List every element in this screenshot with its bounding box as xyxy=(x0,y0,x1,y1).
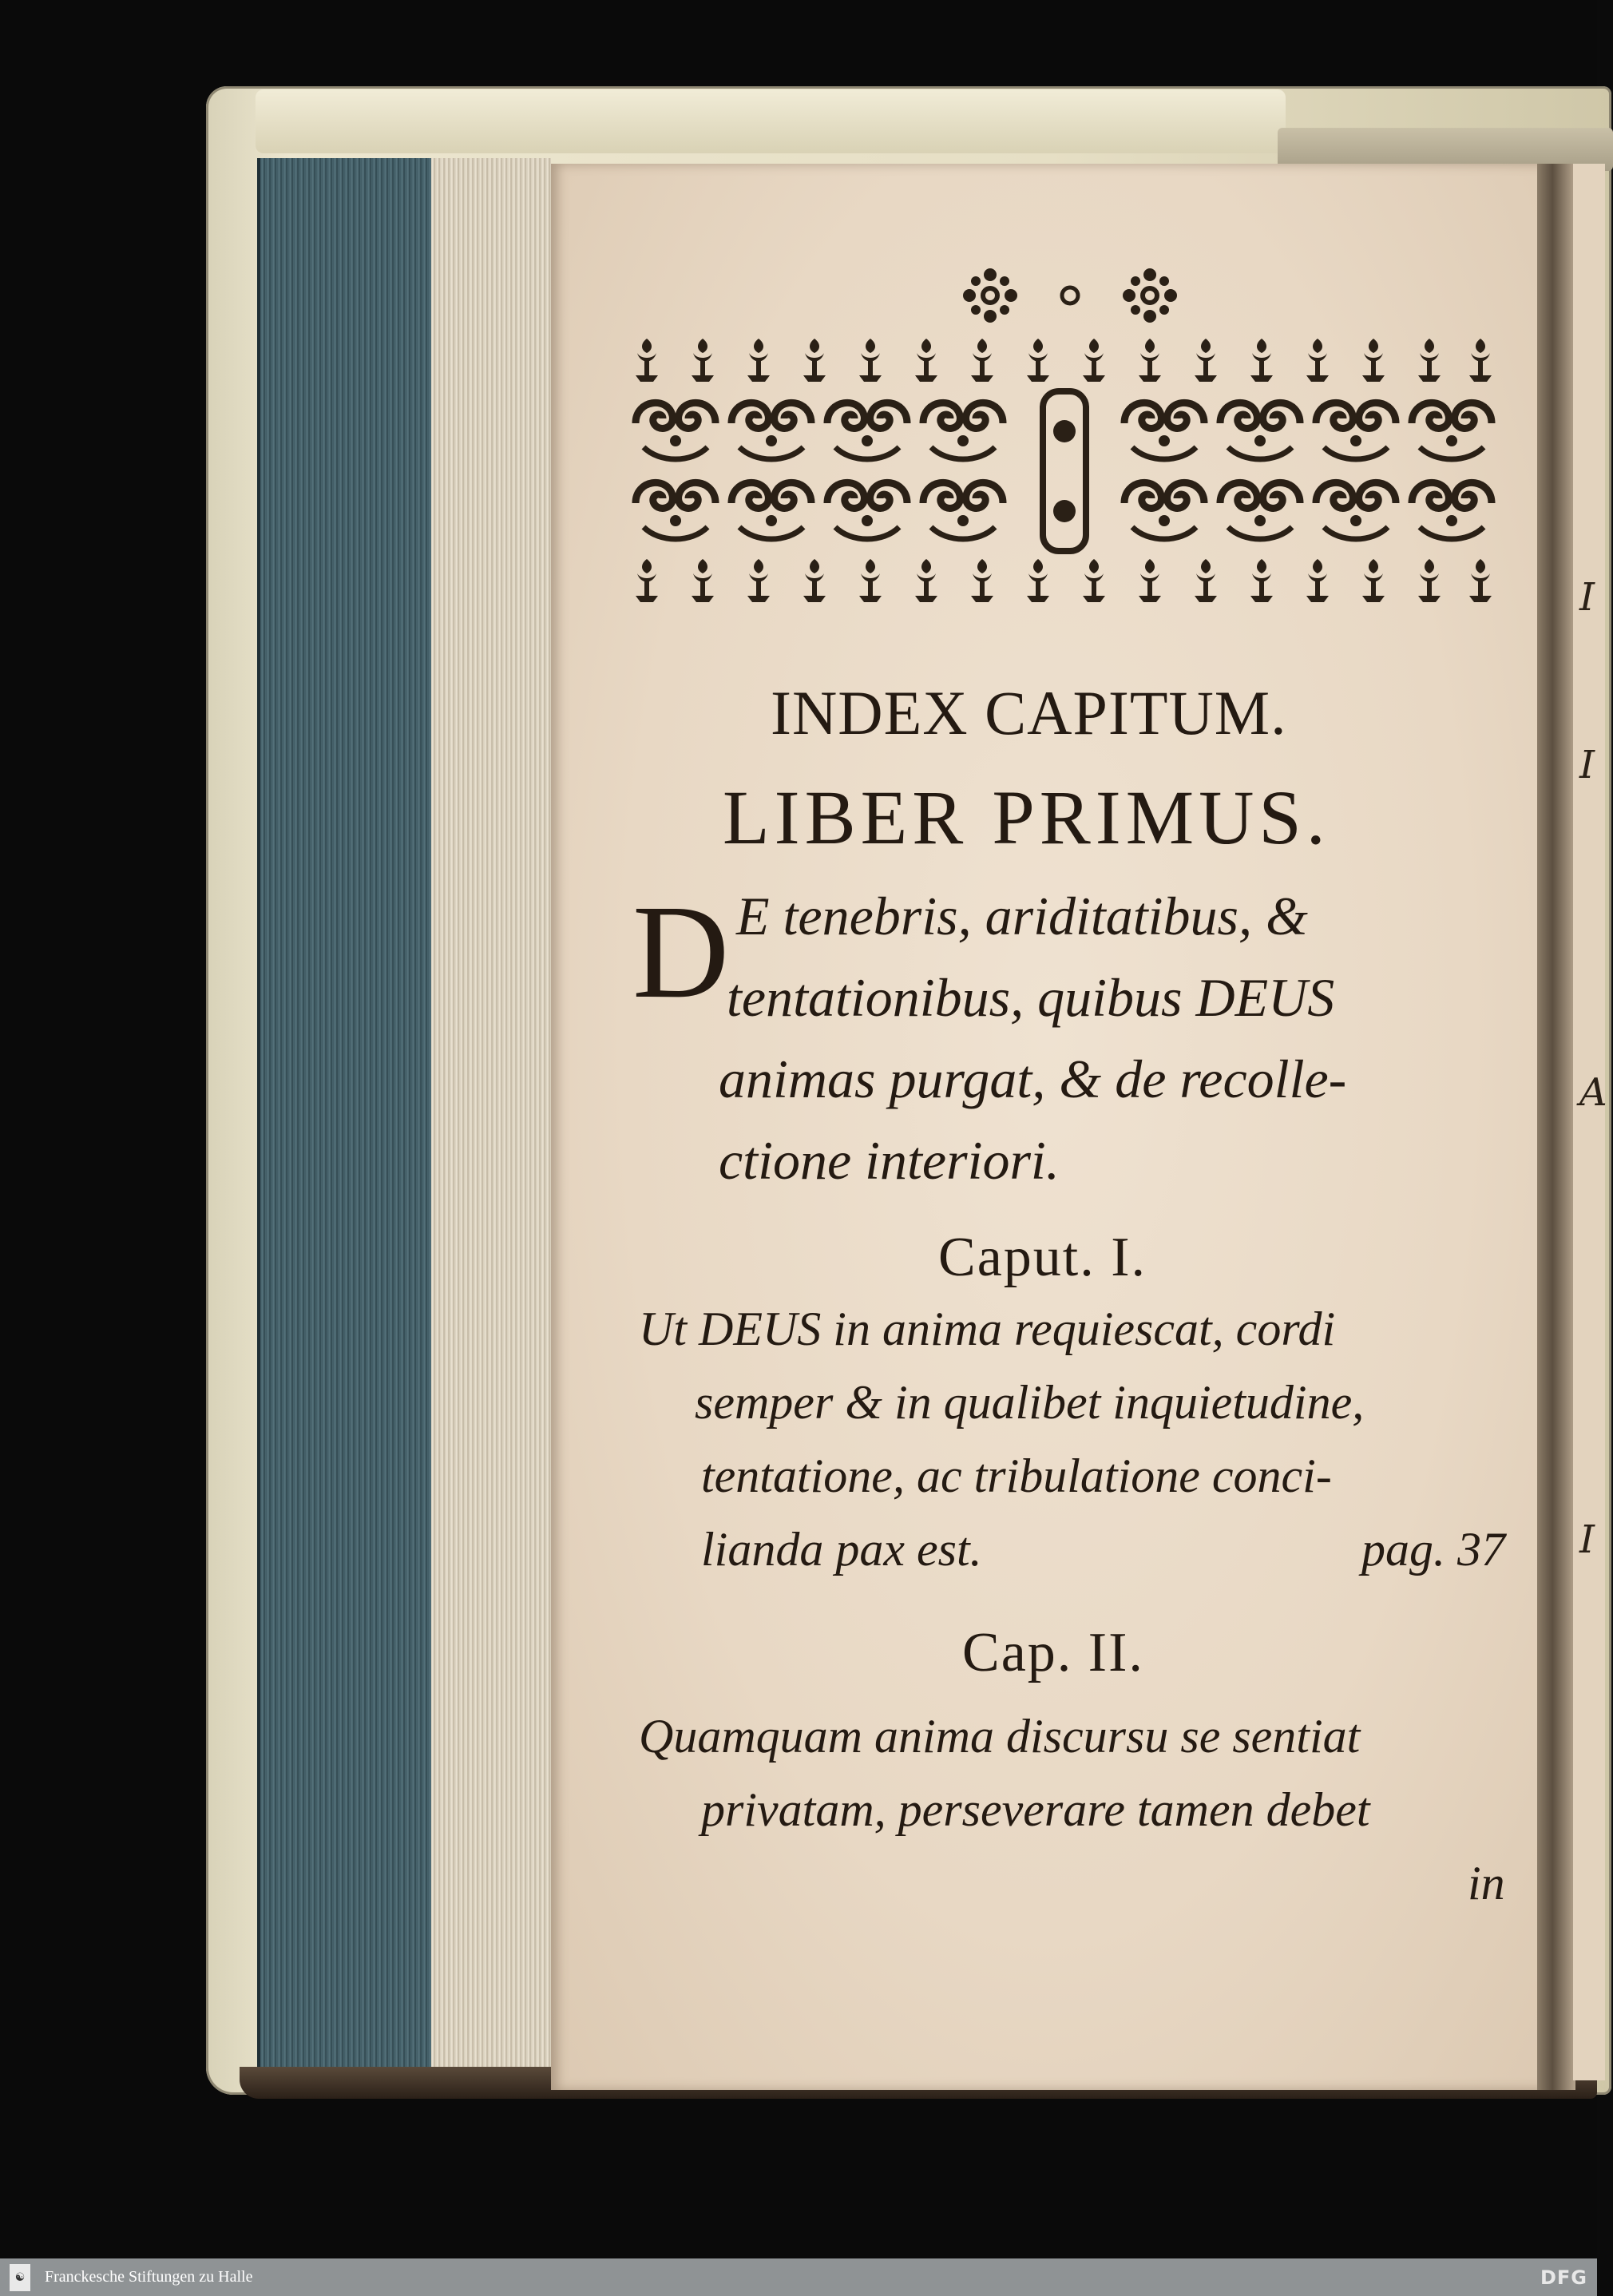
intro-line: E tenebris, ariditatibus, & xyxy=(736,886,1308,946)
chapter-title: Cap. II. xyxy=(962,1622,1144,1683)
chapter-line: Ut DEUS in anima requiescat, cordi xyxy=(639,1303,1336,1355)
rosette-icon xyxy=(958,264,1022,327)
catchword: in xyxy=(1468,1857,1505,1909)
chapter-line: tentatione, ac tribulatione conci- xyxy=(701,1449,1332,1502)
book-subheading: LIBER PRIMUS. xyxy=(723,775,1330,860)
intro-line: ctione interiori. xyxy=(719,1130,1060,1191)
chapter-line: privatam, perseverare tamen debet xyxy=(701,1783,1370,1836)
drop-cap: D xyxy=(632,878,730,1026)
ornamental-headpiece xyxy=(628,335,1501,604)
top-fleuron-ornament xyxy=(958,264,1182,327)
facing-letter: I xyxy=(1579,1517,1595,1562)
page-reference: pag. 37 xyxy=(1361,1523,1505,1576)
facing-letter: A xyxy=(1579,1070,1607,1115)
book-gutter xyxy=(1537,164,1575,2090)
chapter-line: semper & in qualibet inquietudine, xyxy=(695,1376,1365,1429)
sponsor-logo: DFG xyxy=(1540,2266,1587,2289)
rosette-icon xyxy=(1118,264,1182,327)
intro-line: tentationibus, quibus DEUS xyxy=(727,967,1335,1028)
facing-letter: I xyxy=(1579,743,1595,787)
page-heading: INDEX CAPITUM. xyxy=(771,678,1287,747)
page-edges-blue xyxy=(257,158,434,2068)
viewer-footer xyxy=(0,2258,1597,2296)
intro-line: animas purgat, & de recolle- xyxy=(719,1049,1347,1109)
chapter-line: lianda pax est. xyxy=(701,1523,982,1576)
chapter-title: Caput. I. xyxy=(938,1227,1147,1288)
cover-flap xyxy=(256,89,1286,153)
facing-page xyxy=(1573,164,1605,2080)
institution-name: Franckesche Stiftungen zu Halle xyxy=(45,2268,253,2286)
institution-logo-icon: ☯ xyxy=(10,2264,30,2291)
page-edges xyxy=(431,158,551,2094)
chapter-line: Quamquam anima discursu se sentiat xyxy=(639,1710,1361,1763)
ring-icon xyxy=(1054,280,1086,311)
facing-letter: I xyxy=(1579,575,1595,620)
